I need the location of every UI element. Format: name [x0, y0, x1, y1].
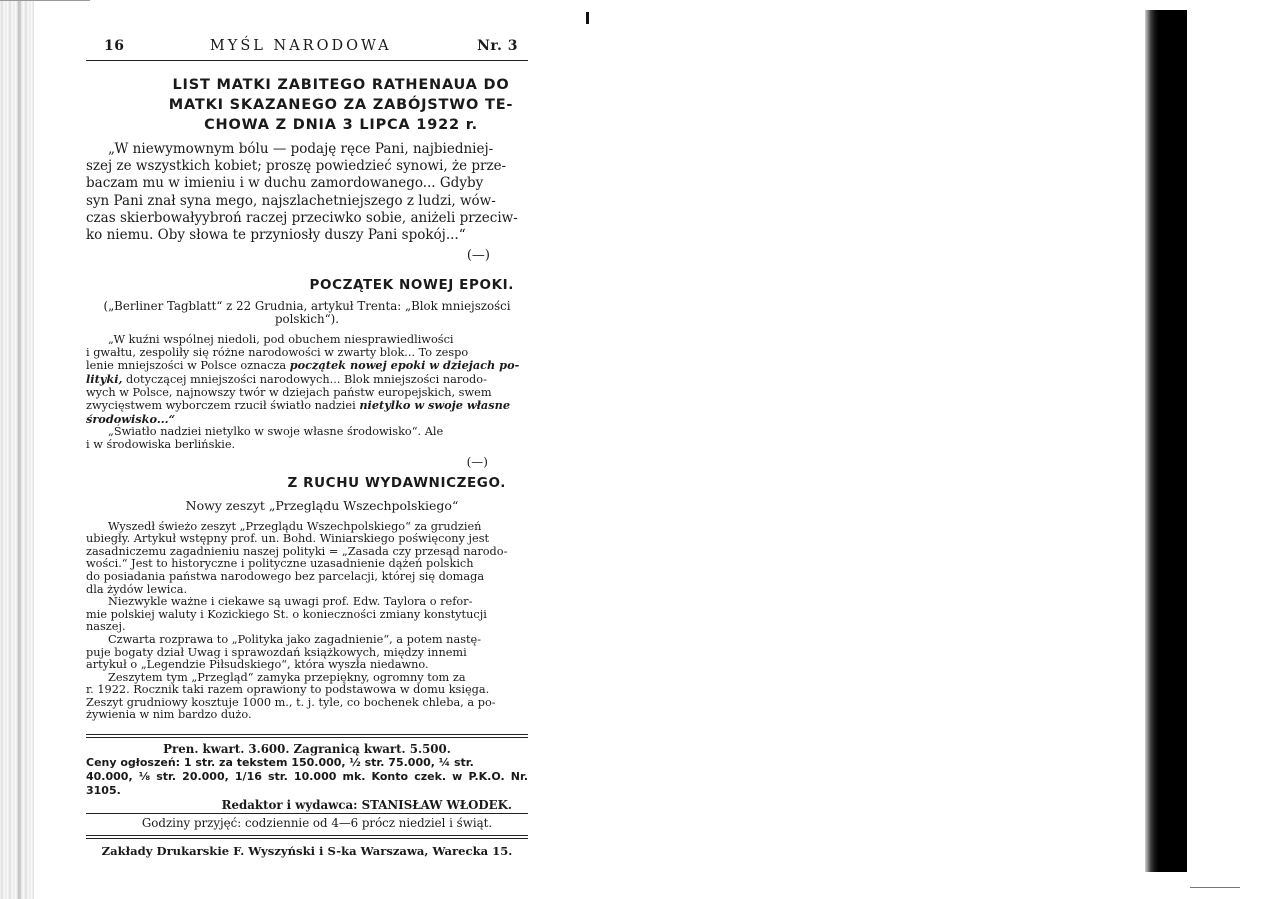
article-source: [86, 300, 528, 326]
article-body: [86, 521, 528, 723]
article-paragraph: [86, 672, 528, 722]
text-line: mie polskiej waluty i Kozickiego St. o konieczności zmiany konstytucji: [86, 607, 487, 621]
article-title: POCZĄTEK NOWEJ EPOKI.: [309, 277, 514, 294]
text-run: „W kuźni wspólnej niedoli, pod obuchem niesprawiedliwości: [108, 333, 454, 347]
editor-line: Redaktor i wydawca: STANISŁAW WŁODEK.: [221, 798, 512, 813]
emphasis-run: lityki,: [86, 372, 123, 386]
running-header: [86, 38, 528, 60]
article-title-line: LIST MATKI ZABITEGO RATHENAUA DO: [172, 77, 510, 93]
text-line: szej ze wszystkich kobiet; proszę powiedzieć synowi, że prze-: [86, 158, 507, 175]
text-line: czas skierbowałyybroń raczej przeciwko sobie, aniżeli przeciw-: [86, 209, 518, 226]
article-body: [86, 334, 528, 451]
scan-corner-line: [1190, 887, 1240, 888]
text-line: artykuł o „Legendzie Piłsudskiego“, która wyszła niedawno.: [86, 658, 429, 672]
text-line: Zeszyt grudniowy kosztuje 1000 m., t. j. tyle, co bochenek chleba, a po-: [86, 695, 496, 709]
article-publishing: [86, 475, 528, 723]
text-run: lenie mniejszości w Polsce oznacza: [86, 359, 290, 373]
article-signature: (—): [466, 454, 488, 469]
scan-left-edge: [0, 0, 34, 899]
article-body: [86, 141, 528, 244]
article-rathenau-letter: [86, 75, 528, 263]
text-line: naszej.: [86, 620, 126, 634]
scan-corner-line: [0, 0, 90, 1]
article-paragraph: [86, 521, 528, 597]
article-new-epoch: [86, 277, 528, 468]
text-line: dla żydów lewica.: [86, 582, 188, 596]
text-line: do posiadania państwa narodowego bez parcelacji, której się domaga: [86, 569, 485, 583]
text-line: ko niemu. Oby słowa te przyniosły duszy Pani spokój...“: [86, 227, 466, 244]
text-line: „W niewymownym bólu — podaję ręce Pani, najbiedniej-: [108, 141, 494, 157]
scan-right-dark-strip: [1145, 10, 1187, 872]
emphasis-run: środowisko...“: [86, 411, 176, 426]
text-line: Niezwykle ważne i ciekawe są uwagi prof. Edw. Taylora o refor-: [108, 595, 473, 609]
text-run: wych w Polsce, najnowszy twór w dziejach państw europejskich, swem: [86, 385, 492, 399]
article-paragraph: [86, 141, 528, 244]
subscription-prices: Pren. kwart. 3.600. Zagranicą kwart. 5.500.: [163, 742, 451, 757]
text-line: baczam mu w imieniu i w duchu zamordowanego... Gdyby: [86, 175, 484, 192]
text-line: ubiegły. Artykuł wstępny prof. un. Bohd. Winiarskiego poświęcony jest: [86, 532, 490, 546]
article-title-line: CHOWA Z DNIA 3 LIPCA 1922 r.: [204, 117, 478, 133]
text-run: i gwałtu, zespoliły się różne narodowości w zwarty blok... To zespo: [86, 345, 469, 359]
page-number: 16: [104, 38, 125, 54]
article-title-line: MATKI SKAZANEGO ZA ZABÓJSTWO TE-: [168, 97, 514, 113]
printer-line: Zakłady Drukarskie F. Wyszyński i S-ka Warszawa, Warecka 15.: [101, 844, 513, 859]
text-line: Wyszedł świeżo zeszyt „Przeglądu Wszechpolskiego“ za grudzień: [108, 519, 482, 533]
text-line: Zeszytem tym „Przegląd“ zamyka przepiękny, ogromny tom za: [108, 670, 466, 684]
source-line: polskich“).: [275, 312, 339, 327]
journal-title: MYŚL NARODOWA: [209, 38, 392, 54]
text-line: puje bogaty dział Uwag i sprawozdań książkowych, między innemi: [86, 645, 467, 659]
text-line: żywienia w nim bardzo dużo.: [86, 708, 252, 722]
article-paragraph: [86, 334, 528, 426]
text-line: „Światło nadziei nietylko w swoje własne środowisko“. Ale: [108, 425, 444, 439]
text-line: r. 1922. Rocznik taki razem oprawiony to podstawowa w domu księga.: [86, 683, 490, 697]
office-hours: Godziny przyjęć: codziennie od 4—6 prócz niedziel i świąt.: [141, 816, 493, 831]
emphasis-run: nietylko w swoje własne: [359, 398, 511, 413]
article-title: Z RUCHU WYDAWNICZEGO.: [287, 474, 506, 491]
text-run: zwycięstwem wyborczem rzucił światło nadziei: [86, 399, 360, 413]
advertising-prices: 40.000, ⅛ str. 20.000, 1/16 str. 10.000 mk. Konto czek. w P.K.O. Nr. 3105.: [86, 770, 528, 798]
article-paragraph: [86, 634, 528, 672]
scan-top-mark: [586, 12, 589, 24]
text-line: zasadniczemu zagadnieniu naszej polityki = „Zasada czy przesąd narodo-: [86, 544, 508, 558]
article-paragraph: [86, 596, 528, 634]
advertising-prices: Ceny ogłoszeń: 1 str. za tekstem 150.000, ½ str. 75.000, ¼ str.: [86, 756, 474, 770]
article-paragraph: [86, 426, 528, 451]
article-signature: (—): [466, 248, 490, 264]
footer-rule: [86, 734, 528, 738]
text-run: dotyczącej mniejszości narodowych... Blok mniejszości narodo-: [122, 373, 487, 386]
imprint: [86, 742, 528, 830]
document-page: [86, 38, 528, 858]
article-title: [86, 75, 528, 135]
issue-number: Nr. 3: [477, 38, 518, 54]
text-line: wości.“ Jest to historyczne i polityczne uzasadnienie dążeń polskich: [86, 557, 474, 571]
text-line: Czwarta rozprawa to „Polityka jako zagadnienie“, a potem nastę-: [108, 632, 482, 646]
text-line: syn Pani znał syna mego, najszlachetniejszego z ludzi, wów-: [86, 192, 496, 209]
source-line: („Berliner Tagblatt“ z 22 Grudnia, artykuł Trenta: „Blok mniejszości: [103, 299, 511, 314]
article-subtitle: Nowy zeszyt „Przeglądu Wszechpolskiego“: [185, 497, 459, 513]
text-line: i w środowiska berlińskie.: [86, 437, 236, 451]
emphasis-run: początek nowej epoki w dziejach po-: [289, 358, 520, 373]
